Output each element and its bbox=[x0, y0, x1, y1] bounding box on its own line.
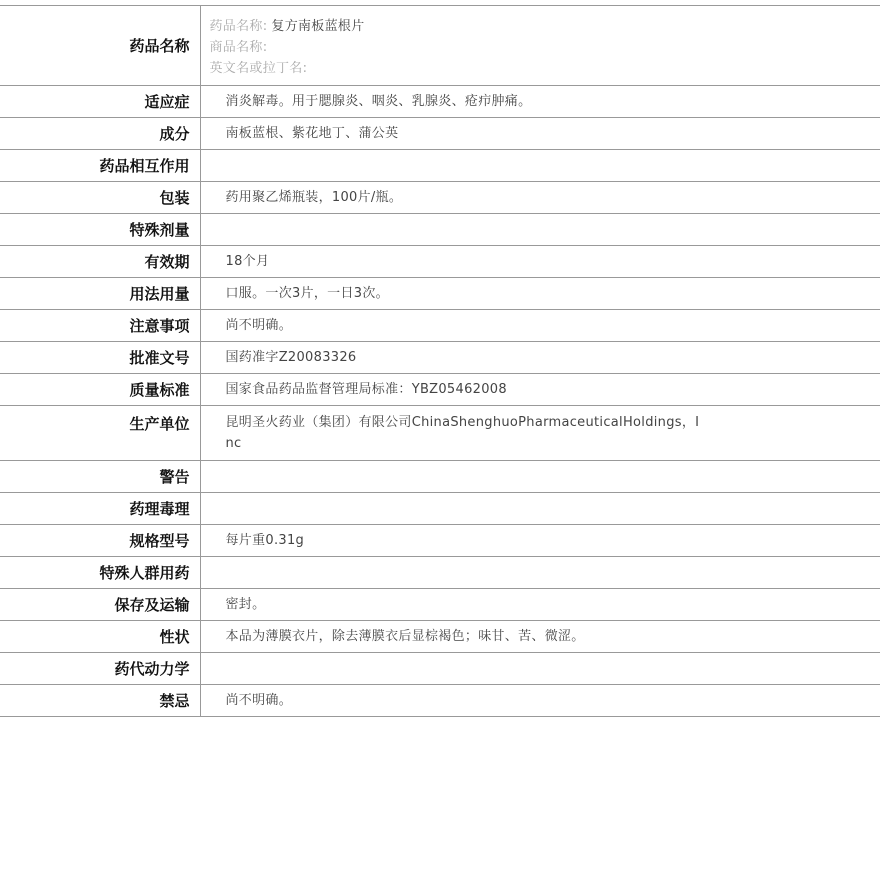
row-description bbox=[0, 621, 880, 653]
trade-name-line bbox=[210, 37, 861, 58]
row-value: 消炎解毒。用于腮腺炎、咽炎、乳腺炎、疮疖肿痛。 bbox=[200, 86, 880, 118]
row-pharmacokinetics bbox=[0, 653, 880, 685]
row-label: 性状 bbox=[0, 621, 200, 653]
row-value: 国药准字Z20083326 bbox=[200, 342, 880, 374]
row-value: 密封。 bbox=[200, 589, 880, 621]
row-value bbox=[200, 493, 880, 525]
row-value: 口服。一次3片，一日3次。 bbox=[200, 278, 880, 310]
row-value bbox=[200, 150, 880, 182]
row-drug-name bbox=[0, 6, 880, 86]
generic-name-value: 复方南板蓝根片 bbox=[271, 19, 365, 34]
row-label: 药品名称 bbox=[0, 6, 200, 86]
trade-name-key: 商品名称: bbox=[209, 40, 268, 55]
row-ingredients bbox=[0, 118, 880, 150]
row-label: 注意事项 bbox=[0, 310, 200, 342]
row-value bbox=[200, 557, 880, 589]
row-label: 生产单位 bbox=[0, 406, 200, 461]
row-value: 南板蓝根、紫花地丁、蒲公英 bbox=[200, 118, 880, 150]
row-label: 用法用量 bbox=[0, 278, 200, 310]
generic-name-line bbox=[210, 16, 861, 37]
drug-name-cell bbox=[200, 6, 880, 86]
row-pharmacology-toxicology bbox=[0, 493, 880, 525]
row-packaging bbox=[0, 182, 880, 214]
row-label: 特殊人群用药 bbox=[0, 557, 200, 589]
row-value bbox=[200, 461, 880, 493]
row-label: 批准文号 bbox=[0, 342, 200, 374]
row-shelf-life bbox=[0, 246, 880, 278]
row-label: 适应症 bbox=[0, 86, 200, 118]
row-value: 18个月 bbox=[200, 246, 880, 278]
row-contraindications bbox=[0, 685, 880, 717]
row-value bbox=[200, 653, 880, 685]
row-label: 特殊剂量 bbox=[0, 214, 200, 246]
row-value bbox=[200, 214, 880, 246]
row-dosage bbox=[0, 278, 880, 310]
row-special-dosage bbox=[0, 214, 880, 246]
row-label: 药代动力学 bbox=[0, 653, 200, 685]
row-value: 药用聚乙烯瓶装，100片/瓶。 bbox=[200, 182, 880, 214]
row-drug-interactions bbox=[0, 150, 880, 182]
row-manufacturer bbox=[0, 406, 880, 461]
row-value: 昆明圣火药业（集团）有限公司ChinaShenghuoPharmaceuticalHoldings，Inc bbox=[200, 406, 880, 461]
row-label: 保存及运输 bbox=[0, 589, 200, 621]
row-label: 药品相互作用 bbox=[0, 150, 200, 182]
row-specification bbox=[0, 525, 880, 557]
row-label: 质量标准 bbox=[0, 374, 200, 406]
row-label: 药理毒理 bbox=[0, 493, 200, 525]
row-precautions bbox=[0, 310, 880, 342]
row-label: 有效期 bbox=[0, 246, 200, 278]
row-warning bbox=[0, 461, 880, 493]
row-value: 国家食品药品监督管理局标准：YBZ05462008 bbox=[200, 374, 880, 406]
row-storage-transport bbox=[0, 589, 880, 621]
row-value: 每片重0.31g bbox=[200, 525, 880, 557]
english-name-line bbox=[210, 58, 861, 79]
row-label: 规格型号 bbox=[0, 525, 200, 557]
drug-spec-table bbox=[0, 5, 880, 717]
row-value: 本品为薄膜衣片，除去薄膜衣后显棕褐色；味甘、苦、微涩。 bbox=[200, 621, 880, 653]
row-label: 成分 bbox=[0, 118, 200, 150]
row-label: 警告 bbox=[0, 461, 200, 493]
row-special-populations bbox=[0, 557, 880, 589]
row-value: 尚不明确。 bbox=[200, 685, 880, 717]
row-approval-number bbox=[0, 342, 880, 374]
english-name-key: 英文名或拉丁名: bbox=[209, 61, 308, 76]
generic-name-key: 药品名称: bbox=[209, 19, 268, 34]
row-value: 尚不明确。 bbox=[200, 310, 880, 342]
row-label: 禁忌 bbox=[0, 685, 200, 717]
row-label: 包装 bbox=[0, 182, 200, 214]
row-indications bbox=[0, 86, 880, 118]
row-quality-standard bbox=[0, 374, 880, 406]
